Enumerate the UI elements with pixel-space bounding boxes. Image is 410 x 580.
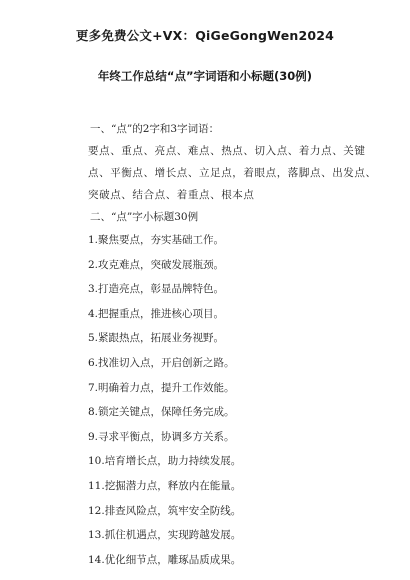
list-item-number: 2. [88, 258, 99, 271]
list-item-number: 6. [88, 356, 99, 369]
list-item-number: 9. [88, 430, 99, 443]
list-item-number: 13. [88, 529, 105, 542]
section-1-heading: 一、“点”的2字和3字词语： [90, 123, 220, 135]
list-item-number: 4. [88, 307, 99, 320]
list-item-text: 抓住机遇点，实现跨越发展。 [104, 529, 242, 542]
list-item [88, 228, 388, 253]
list-item [88, 425, 388, 450]
list-item-text: 找准切入点，开启创新之路。 [98, 356, 235, 369]
section-1-words: 要点、重点、亮点、难点、热点、切入点、着力点、关键点、平衡点、增长点、立足点，着眼点，落脚点、出发点、突破点、结合点、着重点、根本点 [88, 145, 377, 201]
document-title: 年终工作总结“点”字词语和小标题(30例) [97, 69, 313, 83]
list-item-text: 紧跟热点，拓展业务视野。 [98, 332, 225, 345]
list-item [88, 449, 388, 474]
list-item-number: 10. [88, 455, 105, 468]
list-item [88, 351, 388, 376]
list-item-text: 明确着力点，提升工作效能。 [98, 381, 235, 394]
list-item-number: 12. [88, 504, 105, 517]
list-item-text: 挖掘潜力点，释放内在能量。 [104, 479, 242, 492]
list-item-number: 7. [88, 381, 99, 394]
list-item-number: 3. [88, 283, 99, 296]
list-item [88, 277, 388, 302]
list-item-text: 聚焦要点，夯实基础工作。 [98, 234, 225, 246]
list-item-number: 5. [88, 332, 99, 345]
list-item-number: 14. [88, 553, 105, 566]
list-item-text: 排查风险点，筑牢安全防线。 [104, 504, 242, 517]
list-item-text: 优化细节点，雕琢品质成果。 [104, 553, 242, 566]
list-item-text: 把握重点，推进核心项目。 [98, 307, 225, 320]
list-item-text: 寻求平衡点，协调多方关系。 [98, 430, 235, 443]
list-item [88, 548, 388, 573]
subtitle-list [88, 228, 388, 572]
list-item [88, 376, 388, 401]
list-item [88, 523, 388, 548]
list-item [88, 302, 388, 327]
list-item [88, 499, 388, 524]
list-item [88, 326, 388, 351]
section-2-heading: 二、“点”字小标题30例 [90, 211, 199, 223]
list-item-text: 培育增长点，助力持续发展。 [104, 455, 242, 468]
document-body [88, 118, 388, 572]
list-item-text: 攻克难点，突破发展瓶颈。 [98, 258, 225, 271]
list-item [88, 400, 388, 425]
list-item [88, 474, 388, 499]
list-item-number: 1. [88, 234, 99, 246]
list-item-text: 打造亮点，彰显品牌特色。 [98, 283, 225, 296]
list-item-number: 11. [88, 479, 105, 492]
list-item-text: 锁定关键点，保障任务完成。 [98, 406, 235, 419]
list-item [88, 253, 388, 278]
promo-header: 更多免费公文+VX：QiGeGongWen2024 [75, 28, 335, 43]
list-item-number: 8. [88, 406, 99, 419]
